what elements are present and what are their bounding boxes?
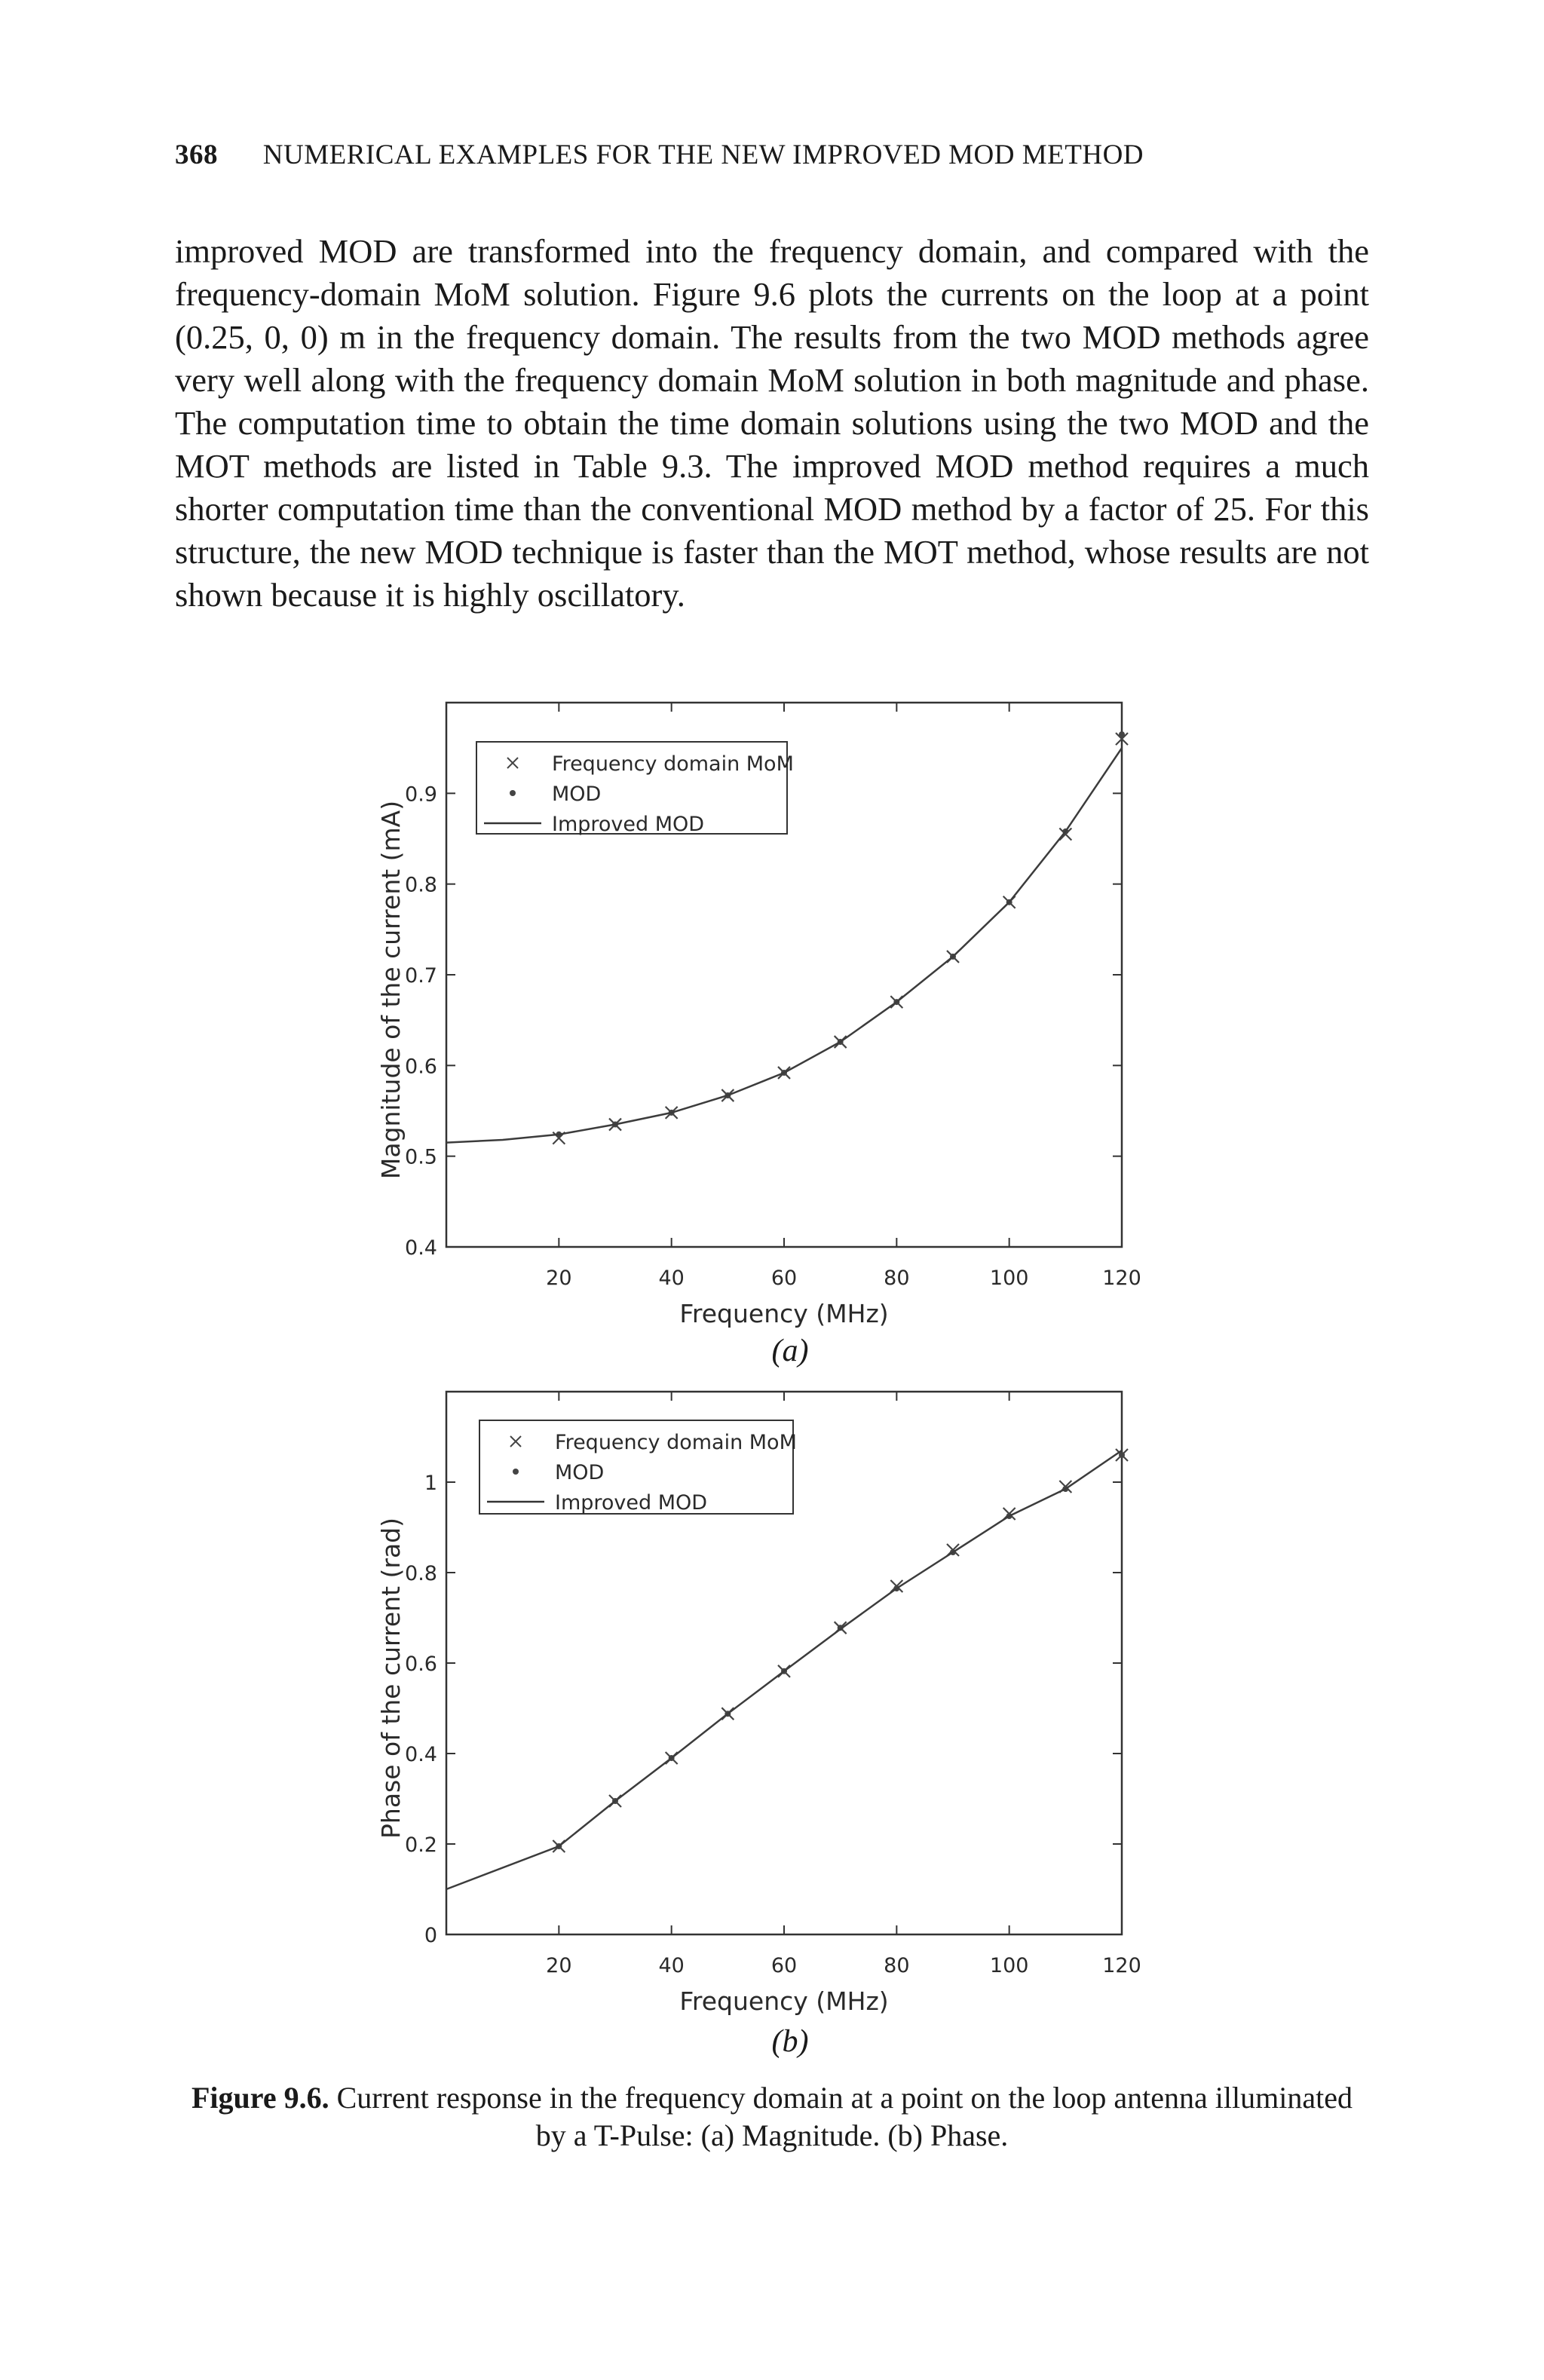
x-tick-label: 40 [658, 1267, 685, 1290]
legend-marker-dot [513, 1469, 519, 1475]
legend-entry: MOD [552, 783, 602, 806]
y-tick-label: 0 [424, 1924, 437, 1947]
y-tick-label: 0.5 [405, 1145, 437, 1169]
page-number: 368 [175, 139, 218, 170]
legend-entry: Frequency domain MoM [552, 752, 794, 776]
y-tick-label: 0.6 [405, 1055, 437, 1079]
y-tick-label: 1 [424, 1472, 437, 1495]
running-title: NUMERICAL EXAMPLES FOR THE NEW IMPROVED MOD METHOD [262, 139, 1144, 170]
y-axis-label: Magnitude of the current (mA) [376, 800, 406, 1180]
x-tick-label: 40 [658, 1954, 685, 1977]
y-tick-label: 0.8 [405, 1562, 437, 1585]
body-paragraph: improved MOD are transformed into the frequency domain, and compared with the frequency-domain MoM solution. Figure 9.6 plots the currents on the loop at a point (0.25, 0, 0) m in the frequency domain. The results from the two MOD methods agree very well along with the frequency domain MoM solution in both magnitude and phase. The computation time to obtain the time domain solutions using the two MOD and the MOT methods are listed in Table 9.3. The improved MOD method requires a much shorter computation time than the conventional MOD method by a factor of 25. For this structure, the new MOD technique is faster than the MOT method, whose results are not shown because it is highly oscillatory. [175, 232, 1369, 614]
x-tick-label: 100 [989, 1267, 1029, 1290]
x-tick-label: 80 [884, 1954, 910, 1977]
legend-entry: Frequency domain MoM [555, 1431, 797, 1454]
legend-entry: Improved MOD [555, 1491, 708, 1515]
y-tick-label: 0.4 [405, 1236, 437, 1260]
point-mod-dot [1119, 731, 1125, 737]
subfigure-label-b: (b) [771, 2024, 809, 2059]
legend-entry: MOD [555, 1461, 605, 1484]
figure-caption [175, 2079, 1369, 2155]
x-tick-label: 120 [1102, 1954, 1141, 1977]
y-tick-label: 0.2 [405, 1833, 437, 1857]
caption-text: Current response in the frequency domain at a point on the loop antenna illuminated by a T-Pulse: (a) Magnitude. (b) Phase. [336, 2081, 1353, 2152]
x-axis-label: Frequency (MHz) [679, 1986, 889, 2016]
y-tick-label: 0.4 [405, 1743, 437, 1766]
legend-marker-dot [510, 790, 516, 796]
y-tick-label: 0.8 [405, 873, 437, 897]
chart-magnitude [376, 703, 1141, 1328]
x-tick-label: 20 [546, 1954, 572, 1977]
y-tick-label: 0.7 [405, 964, 437, 988]
y-tick-label: 0.9 [405, 783, 437, 807]
x-tick-label: 60 [770, 1267, 798, 1290]
x-tick-label: 120 [1102, 1267, 1141, 1290]
y-axis-label: Phase of the current (rad) [376, 1518, 406, 1839]
chart-phase [376, 1392, 1141, 2016]
y-tick-label: 0.6 [405, 1653, 437, 1676]
x-tick-label: 60 [770, 1954, 798, 1977]
x-tick-label: 80 [884, 1267, 910, 1290]
subfigure-label-a: (a) [771, 1334, 809, 1368]
x-tick-label: 100 [989, 1954, 1029, 1977]
caption-label: Figure 9.6. [191, 2081, 329, 2115]
x-axis-label: Frequency (MHz) [679, 1299, 889, 1328]
x-tick-label: 20 [546, 1267, 572, 1290]
legend-entry: Improved MOD [552, 813, 705, 836]
